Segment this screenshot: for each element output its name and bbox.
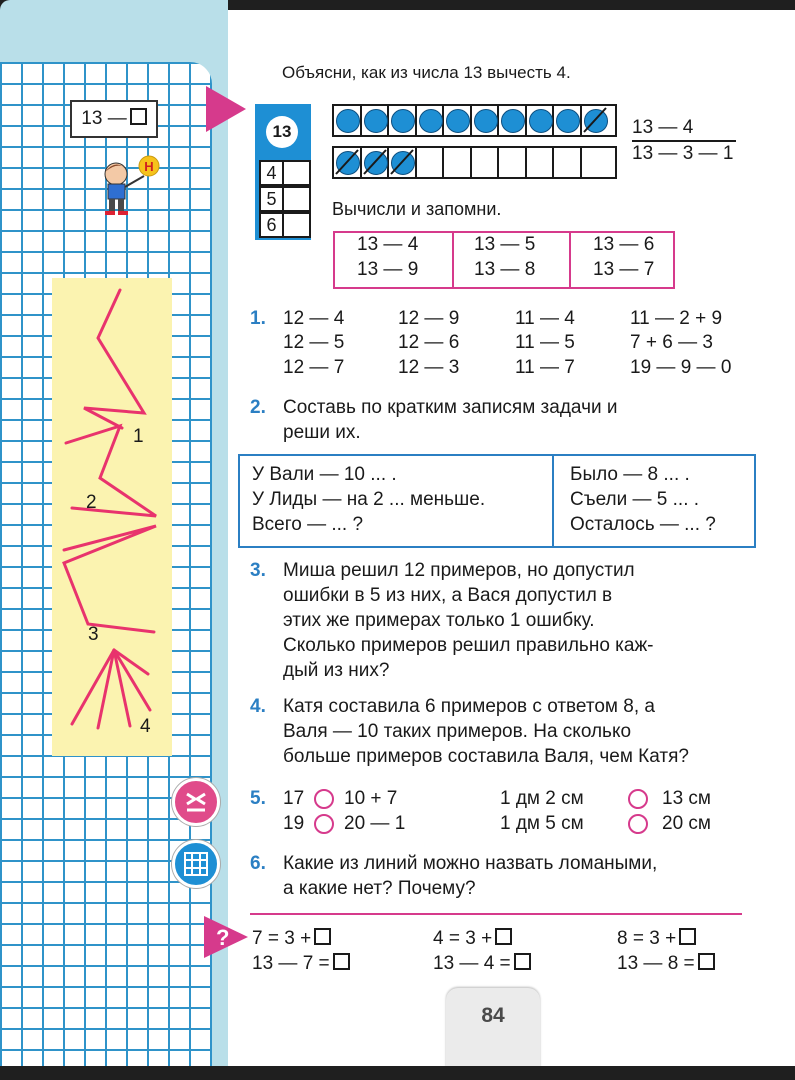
task1-expr: 11 — 7: [515, 357, 575, 378]
empty-cell: [282, 186, 311, 212]
compare-circle[interactable]: [314, 814, 334, 834]
task1-expr: 12 — 3: [398, 357, 460, 378]
memo-cell: 13 — 8: [474, 259, 536, 280]
compare-value: 10 + 7: [344, 788, 398, 809]
task-number: 2.: [250, 397, 266, 418]
answer-square-icon[interactable]: [698, 953, 715, 970]
rays-4: [72, 650, 150, 728]
counter-dot: [336, 109, 360, 133]
memo-cell: 13 — 6: [593, 234, 655, 255]
task6-text: Какие из линий можно назвать ломаными,: [283, 853, 658, 874]
memo-cell: 13 — 9: [357, 259, 419, 280]
quiz-expr: 8 = 3 +: [617, 928, 696, 950]
table-divider: [552, 454, 554, 546]
task1-expr: 12 — 7: [283, 357, 345, 378]
quiz-expr: 13 — 8 =: [617, 953, 715, 975]
compare-value: 13 см: [662, 788, 711, 809]
intro-instruction: Объясни, как из числа 13 вычесть 4.: [282, 63, 571, 82]
frame-cell: [527, 148, 555, 177]
note-line: Осталось — ... ?: [570, 514, 716, 535]
empty-cell: [282, 212, 311, 238]
column-number-4: 4: [259, 160, 284, 186]
frame-cell: [417, 148, 445, 177]
topic-box: [70, 100, 158, 138]
note-line: Съели — 5 ... .: [570, 489, 700, 510]
compare-value: 17: [283, 788, 305, 809]
counter-dot: [474, 109, 498, 133]
polyline-3: [64, 526, 156, 632]
task4-text: больше примеров составила Валя, чем Катя?: [283, 746, 689, 767]
empty-cell: [282, 160, 311, 186]
frame-cell: [582, 148, 608, 177]
memo-cell: 13 — 5: [474, 234, 536, 255]
character-letter: Н: [144, 159, 154, 174]
compare-value: 20 — 1: [344, 813, 406, 834]
counter-dot: [529, 109, 553, 133]
task1-expr: 7 + 6 — 3: [630, 332, 713, 353]
compare-value: 1 дм 5 см: [500, 813, 584, 834]
counter-dot: [556, 109, 580, 133]
compare-circle[interactable]: [314, 789, 334, 809]
task1-expr: 19 — 9 — 0: [630, 357, 732, 378]
answer-square-icon[interactable]: [679, 928, 696, 945]
task3-text: Сколько примеров решил правильно каж-: [283, 635, 654, 656]
note-line: Было — 8 ... .: [570, 464, 690, 485]
column-number-5: 5: [259, 186, 284, 212]
quiz-expr: 13 — 7 =: [252, 953, 350, 975]
task1-expr: 12 — 4: [283, 308, 345, 329]
note-line: У Вали — 10 ... .: [252, 464, 397, 485]
arrow-marker-icon: [206, 86, 246, 132]
answer-square-icon[interactable]: [495, 928, 512, 945]
frame-cell: [472, 148, 500, 177]
task-number: 3.: [250, 560, 266, 581]
figure-label-4: 4: [140, 716, 151, 737]
divider-line: [632, 140, 736, 142]
task1-expr: 12 — 6: [398, 332, 460, 353]
topic-label: 13 —: [81, 108, 127, 129]
task6-text: а какие нет? Почему?: [283, 878, 476, 899]
counter-dot: [446, 109, 470, 133]
grid-icon[interactable]: [172, 840, 220, 888]
task1-expr: 12 — 5: [283, 332, 345, 353]
task4-text: Валя — 10 таких примеров. На сколько: [283, 721, 632, 742]
column-number-6: 6: [259, 212, 284, 238]
memo-divider: [452, 231, 454, 287]
strike-icon: [582, 106, 608, 134]
compare-circle[interactable]: [628, 789, 648, 809]
badge-13: 13: [266, 116, 298, 148]
compare-value: 1 дм 2 см: [500, 788, 584, 809]
task-number: 6.: [250, 853, 266, 874]
compare-value: 20 см: [662, 813, 711, 834]
note-line: У Лиды — на 2 ... меньше.: [252, 489, 486, 510]
ten-frame-top: [332, 104, 617, 137]
answer-square-icon[interactable]: [314, 928, 331, 945]
frame-cell: [444, 148, 472, 177]
expression-bottom: 13 — 3 — 1: [632, 143, 734, 164]
task3-text: Миша решил 12 примеров, но допустил: [283, 560, 635, 581]
strike-icon: [362, 148, 388, 176]
task-number: 5.: [250, 788, 266, 809]
compare-value: 19: [283, 813, 305, 834]
strike-icon: [389, 148, 415, 176]
memo-cell: 13 — 4: [357, 234, 419, 255]
task1-expr: 11 — 2 + 9: [630, 308, 723, 329]
polylines-figure: [52, 278, 172, 756]
task1-expr: 11 — 5: [515, 332, 575, 353]
counter-dot: [364, 109, 388, 133]
figure-label-3: 3: [88, 624, 99, 645]
quiz-expr: 7 = 3 +: [252, 928, 331, 950]
counter-dot: [501, 109, 525, 133]
counter-dot: [391, 109, 415, 133]
quiz-expr: 4 = 3 +: [433, 928, 512, 950]
task2-text: реши их.: [283, 422, 361, 443]
strike-icon: [334, 148, 360, 176]
task1-expr: 12 — 9: [398, 308, 460, 329]
compare-icon[interactable]: [172, 778, 220, 826]
answer-square-icon[interactable]: [333, 953, 350, 970]
quiz-expr: 13 — 4 =: [433, 953, 531, 975]
empty-square-icon: [130, 108, 147, 125]
task1-expr: 11 — 4: [515, 308, 575, 329]
task-number: 1.: [250, 308, 266, 329]
figure-label-1: 1: [133, 426, 144, 447]
compare-circle[interactable]: [628, 814, 648, 834]
task3-text: этих же примерах только 1 ошибку.: [283, 610, 595, 631]
note-line: Всего — ... ?: [252, 514, 364, 535]
ten-frame-bottom: [332, 146, 617, 179]
memo-title: Вычисли и запомни.: [332, 199, 502, 219]
expression-top: 13 — 4: [632, 117, 694, 138]
task2-text: Составь по кратким записям задачи и: [283, 397, 618, 418]
question-badge: ?: [216, 925, 230, 950]
task4-text: Катя составила 6 примеров с ответом 8, а: [283, 696, 655, 717]
page-number-tab: [446, 988, 540, 1068]
boy-character-icon: [92, 152, 166, 226]
answer-square-icon[interactable]: [514, 953, 531, 970]
quiz-divider: [250, 913, 742, 915]
task3-text: ошибки в 5 из них, а Вася допустил в: [283, 585, 613, 606]
page-number: 84: [481, 1004, 505, 1027]
memo-cell: 13 — 7: [593, 259, 655, 280]
counter-dot: [419, 109, 443, 133]
frame-cell: [554, 148, 582, 177]
frame-cell: [499, 148, 527, 177]
bottom-frame: [0, 1066, 795, 1080]
memo-divider: [569, 231, 571, 287]
question-marker-icon: [204, 916, 248, 958]
task-number: 4.: [250, 696, 266, 717]
task3-text: дый из них?: [283, 660, 390, 681]
figure-label-2: 2: [86, 492, 97, 513]
polyline-1: [84, 290, 144, 428]
